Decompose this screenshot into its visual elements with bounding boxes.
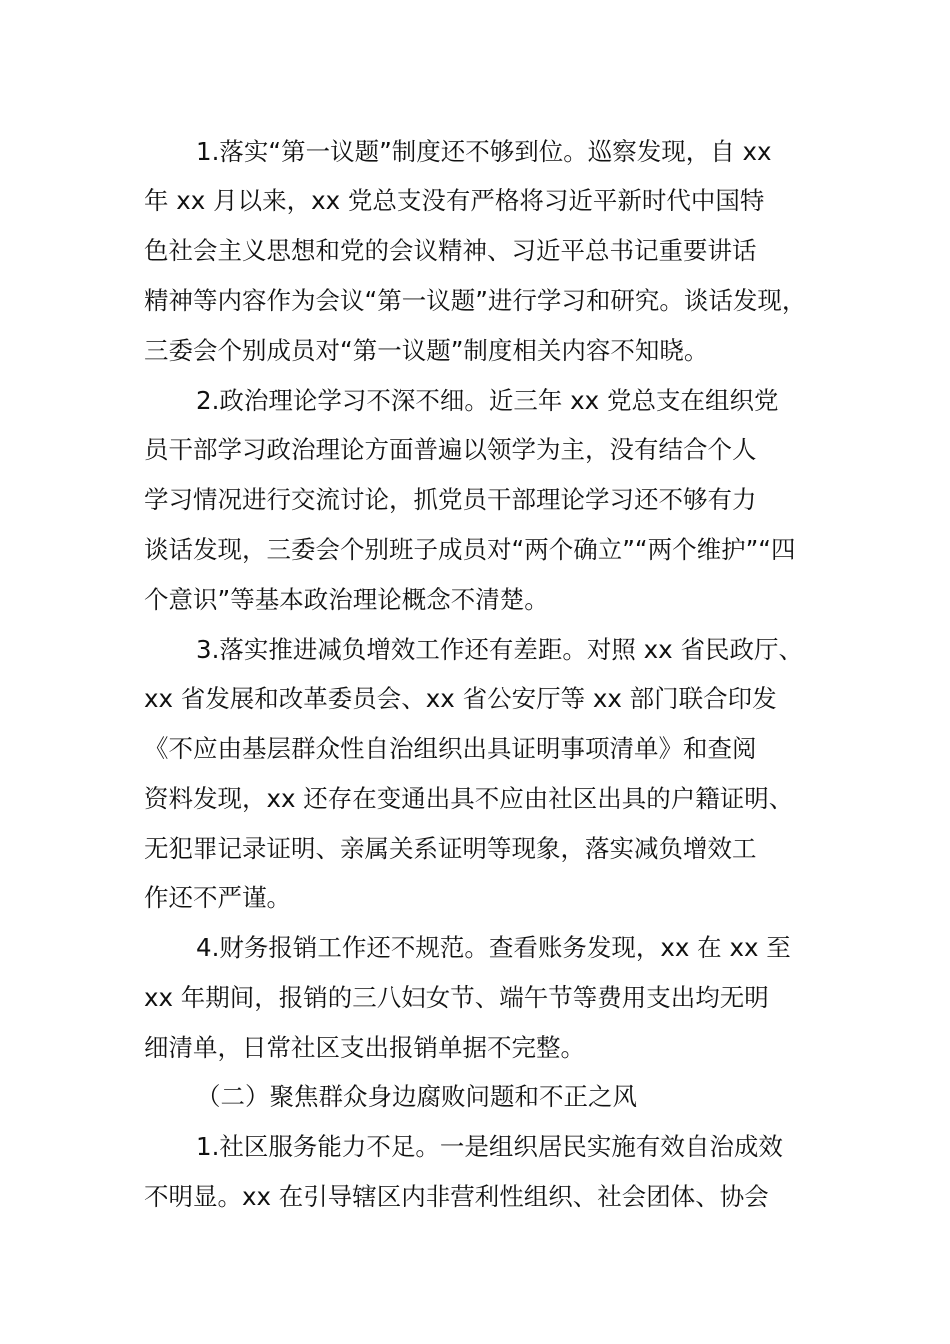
text-line-19: 细清单，日常社区支出报销单据不完整。 [144,1033,585,1062]
text-line-2: 年 xx 月以来，xx 党总支没有严格将习近平新时代中国特 [144,186,765,215]
text-line-6: 2.政治理论学习不深不细。近三年 xx 党总支在组织党 [196,386,779,415]
text-line-18: xx 年期间，报销的三八妇女节、端午节等费用支出均无明 [144,983,769,1012]
text-line-13: 《不应由基层群众性自治组织出具证明事项清单》和查阅 [144,734,757,763]
text-line-15: 无犯罪记录证明、亲属关系证明等现象，落实减负增效工 [144,834,757,863]
text-line-10: 个意识”等基本政治理论概念不清楚。 [144,585,549,614]
text-line-22: 不明显。xx 在引导辖区内非营利性组织、社会团体、协会 [144,1182,769,1211]
text-line-16: 作还不严谨。 [144,883,291,912]
text-line-21: 1.社区服务能力不足。一是组织居民实施有效自治成效 [196,1132,783,1161]
text-line-1: 1.落实“第一议题”制度还不够到位。巡察发现，自 xx [196,137,772,166]
text-line-8: 学习情况进行交流讨论，抓党员干部理论学习还不够有力 [144,485,757,514]
section-heading: （二）聚焦群众身边腐败问题和不正之风 [196,1082,637,1111]
text-line-17: 4.财务报销工作还不规范。查看账务发现，xx 在 xx 至 [196,933,791,962]
text-line-12: xx 省发展和改革委员会、xx 省公安厅等 xx 部门联合印发 [144,684,777,713]
text-line-14: 资料发现，xx 还存在变通出具不应由社区出具的户籍证明、 [144,784,794,813]
text-line-4: 精神等内容作为会议“第一议题”进行学习和研究。谈话发现， [144,286,807,315]
text-line-5: 三委会个别成员对“第一议题”制度相关内容不知晓。 [144,336,709,365]
text-line-11: 3.落实推进减负增效工作还有差距。对照 xx 省民政厅、 [196,635,803,664]
text-line-9: 谈话发现，三委会个别班子成员对“两个确立”“两个维护”“四 [144,535,796,564]
text-line-3: 色社会主义思想和党的会议精神、习近平总书记重要讲话 [144,236,757,265]
text-line-7: 员干部学习政治理论方面普遍以领学为主，没有结合个人 [144,435,757,464]
